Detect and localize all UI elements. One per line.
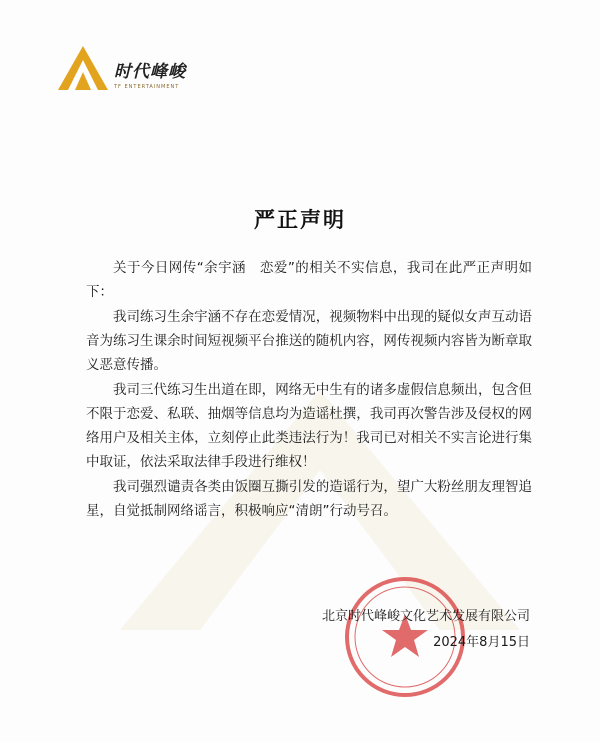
paragraph-warning: 我司三代练习生出道在即，网络无中生有的诸多虚假信息频出，包含但不限于恋爱、私联、抽烟等信息均为造谣杜撰，我司再次警告涉及侵权的网络用户及相关主体，立刻停止此类违法行为！我司已对相关不实言论进行集中取证，依法采取法律手段进行维权！ xyxy=(86,382,532,470)
paragraph-denial: 我司练习生余宇涵不存在恋爱情况，视频物料中出现的疑似女声互动语音为练习生课余时间短视频平台推送的随机内容，网传视频内容皆为断章取义恶意传播。 xyxy=(86,309,532,373)
mountain-logo-icon xyxy=(58,46,108,90)
logo-name-cn: 时代峰峻 xyxy=(114,62,186,82)
statement-body xyxy=(86,256,532,524)
logo-name-en: TF ENTERTAINMENT xyxy=(114,84,180,90)
company-logo xyxy=(58,46,186,90)
statement-date: 2024年8月15日 xyxy=(433,635,530,650)
paragraph-appeal: 我司强烈谴责各类由饭圈互撕引发的造谣行为，望广大粉丝朋友理智追星，自觉抵制网络谣言，积极响应“清朗”行动号召。 xyxy=(86,479,532,519)
paragraph-intro: 关于今日网传“余宇涵 恋爱”的相关不实信息，我司在此严正声明如下： xyxy=(86,260,532,300)
document-title: 严正声明 xyxy=(254,208,346,232)
company-name: 北京时代峰峻文化艺术发展有限公司 xyxy=(321,609,530,624)
signature-block xyxy=(290,604,530,656)
